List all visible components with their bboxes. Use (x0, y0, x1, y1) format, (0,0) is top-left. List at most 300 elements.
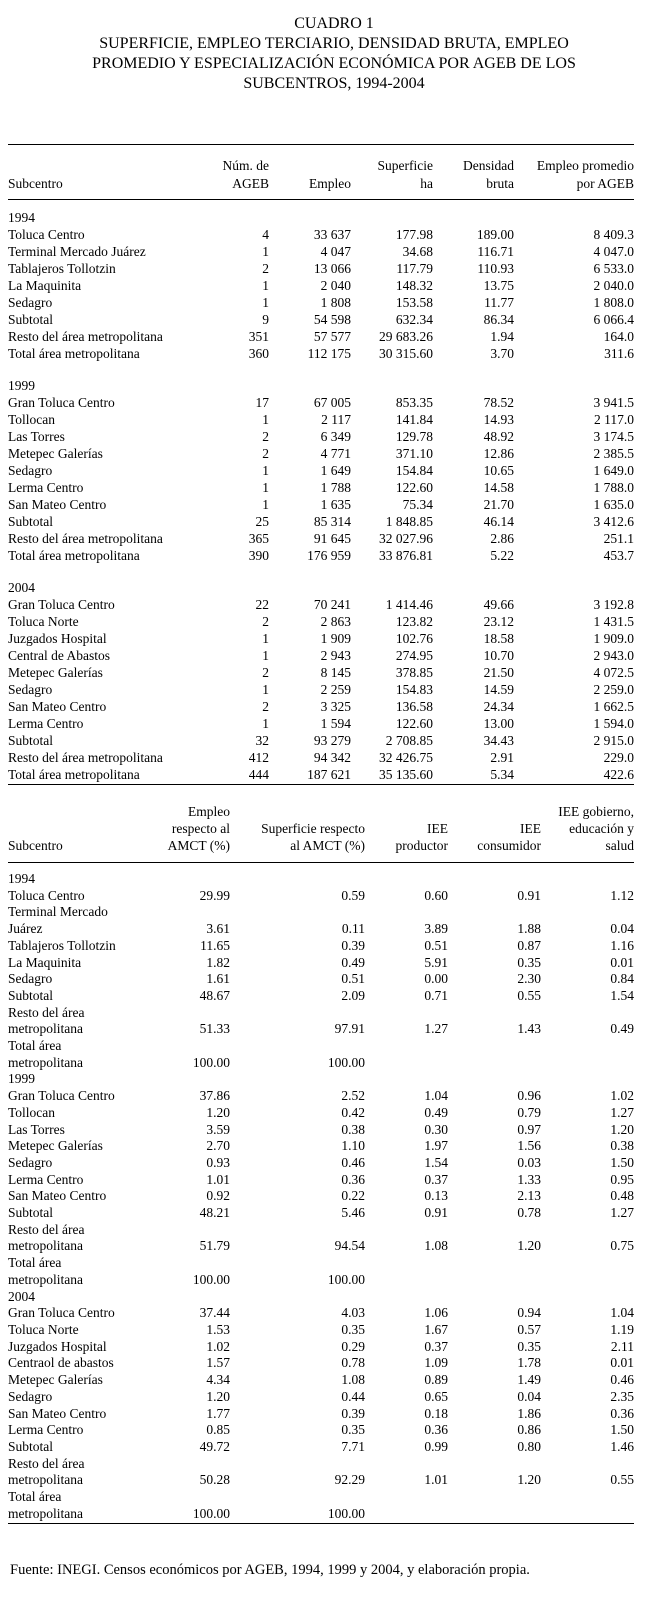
table1-header-row (8, 145, 634, 200)
cell-value (448, 1255, 541, 1288)
cell-value: 51.33 (199, 1021, 230, 1037)
row-label (8, 1456, 158, 1489)
table-row (8, 462, 634, 479)
cell-value: 3 192.8 (593, 597, 634, 612)
row-label-line: Lerma Centro (8, 1422, 84, 1438)
row-label: Metepec Galerías (8, 665, 103, 680)
cell-value: 1 662.5 (593, 699, 634, 714)
cell-value: 2 040.0 (593, 278, 634, 293)
cell-value: 3.61 (206, 921, 230, 937)
cell-value: 4 771 (320, 446, 351, 461)
cell-value: 1.97 (424, 1138, 448, 1154)
header-densidad: Densidad bruta (433, 145, 514, 200)
row-label-line: Resto del área (8, 1455, 85, 1471)
row-label: Gran Toluca Centro (8, 395, 115, 410)
cell-value: 444 (203, 766, 269, 785)
row-label-line: Metepec Galerías (8, 1372, 103, 1388)
cell-value: 46.14 (483, 514, 514, 529)
cell-value: 153.58 (395, 295, 433, 310)
row-label-line: Gran Toluca Centro (8, 1305, 115, 1321)
cell-value: 0.37 (424, 1338, 448, 1354)
cell-value: 4 047.0 (593, 244, 634, 259)
cell-value: 4 047 (320, 244, 351, 259)
cell-value: 6 066.4 (593, 312, 634, 327)
table-row (8, 664, 634, 681)
cell-value: 102.76 (395, 631, 433, 646)
cell-value: 1 (262, 278, 269, 293)
cell-value: 6 533.0 (593, 261, 634, 276)
cell-value: 1.12 (610, 887, 634, 903)
cell-value: 1 (262, 463, 269, 478)
table-row (8, 888, 634, 905)
cell-value: 0.51 (424, 937, 448, 953)
cell-value: 1.54 (424, 1154, 448, 1170)
row-label-line: Centraol de abastos (8, 1355, 114, 1371)
cell-value: 67 005 (313, 395, 351, 410)
cell-value: 1.20 (610, 1121, 634, 1137)
row-label: Total área metropolitana (8, 346, 140, 361)
year-label: 1999 (8, 378, 35, 393)
table-row (8, 1088, 634, 1105)
cell-value: 0.38 (341, 1121, 365, 1137)
year-label: 1994 (8, 210, 35, 225)
cell-value: 9 (262, 312, 269, 327)
table-row (8, 294, 634, 311)
cell-value: 0.18 (424, 1405, 448, 1421)
cell-value: 100.00 (192, 1271, 230, 1287)
table-row (8, 647, 634, 664)
cell-value: 2 943.0 (593, 648, 634, 663)
cell-value: 2.70 (206, 1138, 230, 1154)
row-label (8, 988, 158, 1005)
year-row (8, 570, 634, 596)
cell-value: 1.19 (610, 1321, 634, 1337)
header-subcentro-2: Subcentro (8, 803, 158, 863)
cell-value: 10.70 (483, 648, 514, 663)
cell-value: 5.34 (433, 766, 514, 785)
cell-value: 91 645 (313, 531, 351, 546)
cell-value: 13.00 (483, 716, 514, 731)
cell-value: 0.78 (517, 1205, 541, 1221)
title-line-3: PROMEDIO Y ESPECIALIZACIÓN ECONÓMICA POR AGEB DE LOS (92, 55, 576, 72)
table-row (8, 428, 634, 445)
row-label-line: Total área (8, 1038, 62, 1054)
cell-value (365, 1038, 448, 1071)
cell-value: 1 (262, 244, 269, 259)
cell-value: 0.39 (341, 1405, 365, 1421)
cell-value: 2.13 (517, 1188, 541, 1204)
cell-value: 2 (262, 446, 269, 461)
cell-value: 1 788.0 (593, 480, 634, 495)
cell-value: 0.65 (424, 1388, 448, 1404)
table-superficie-empleo (8, 144, 634, 785)
table-row (8, 345, 634, 362)
cell-value: 1.08 (341, 1372, 365, 1388)
cell-value: 148.32 (395, 278, 433, 293)
row-label: Las Torres (8, 429, 65, 444)
cell-value: 0.44 (341, 1388, 365, 1404)
cell-value: 0.11 (341, 921, 365, 937)
cell-value: 1.61 (206, 971, 230, 987)
cell-value: 0.93 (206, 1154, 230, 1170)
cell-value: 351 (248, 329, 269, 344)
cell-value (541, 1255, 634, 1288)
cell-value: 0.94 (517, 1305, 541, 1321)
cell-value: 0.95 (610, 1171, 634, 1187)
row-label: Resto del área metropolitana (8, 329, 163, 344)
cell-value: 110.93 (477, 261, 514, 276)
cell-value: 0.91 (424, 1205, 448, 1221)
cell-value: 0.51 (341, 971, 365, 987)
row-label-line: Las Torres (8, 1121, 65, 1137)
cell-value: 37.86 (199, 1088, 230, 1104)
cell-value: 0.87 (517, 937, 541, 953)
year-label: 2004 (8, 1288, 35, 1304)
cell-value: 1 (262, 648, 269, 663)
cell-value: 2 (262, 614, 269, 629)
header-empleo-promedio: Empleo promedio por AGEB (514, 145, 634, 200)
row-label-line: San Mateo Centro (8, 1188, 107, 1204)
cell-value: 35 135.60 (351, 766, 433, 785)
row-label-line: Gran Toluca Centro (8, 1088, 115, 1104)
cell-value (448, 1489, 541, 1524)
cell-value: 7.71 (341, 1438, 365, 1454)
table-row (8, 1406, 634, 1423)
cell-value: 1 (262, 682, 269, 697)
cell-value: 32 426.75 (379, 750, 433, 765)
cell-value: 34.43 (483, 733, 514, 748)
year-row (8, 1289, 634, 1306)
cell-value: 14.59 (483, 682, 514, 697)
table-row (8, 311, 634, 328)
cell-value (365, 1489, 448, 1524)
row-label-line: metropolitana (8, 1505, 83, 1521)
row-label: Subtotal (8, 514, 54, 529)
cell-value: 1 635 (320, 497, 351, 512)
table-row (8, 732, 634, 749)
cell-value: 32 027.96 (379, 531, 433, 546)
table-row (8, 596, 634, 613)
cell-value: 34.68 (402, 244, 433, 259)
row-label-line: Toluca Norte (8, 1321, 79, 1337)
table-row (8, 1489, 634, 1524)
row-label: Resto del área metropolitana (8, 531, 163, 546)
cell-value: 453.7 (603, 548, 634, 563)
table-row (8, 1005, 634, 1038)
table2-body (8, 863, 634, 1524)
cell-value: 94.54 (334, 1238, 365, 1254)
cell-value: 86.34 (483, 312, 514, 327)
cell-value: 5.91 (424, 954, 448, 970)
row-label (8, 1205, 158, 1222)
cell-value: 0.29 (341, 1338, 365, 1354)
table-row (8, 479, 634, 496)
title-line-4: SUBCENTROS, 1994-2004 (243, 75, 425, 92)
row-label-line: Subtotal (8, 1438, 54, 1454)
row-label (8, 1489, 158, 1524)
row-label-line: San Mateo Centro (8, 1405, 107, 1421)
cell-value: 0.35 (341, 1321, 365, 1337)
cell-value: 51.79 (199, 1238, 230, 1254)
cell-value: 0.59 (341, 887, 365, 903)
cell-value: 1.20 (517, 1238, 541, 1254)
cell-value: 1 (262, 497, 269, 512)
cell-value: 2.09 (341, 987, 365, 1003)
cell-value: 2 915.0 (593, 733, 634, 748)
row-label: La Maquinita (8, 278, 82, 293)
row-label (8, 955, 158, 972)
cell-value: 11.77 (484, 295, 514, 310)
cell-value: 1.06 (424, 1305, 448, 1321)
row-label-line: Tablajeros Tollotzin (8, 937, 116, 953)
cell-value: 117.79 (396, 261, 433, 276)
cell-value: 0.85 (206, 1422, 230, 1438)
table-row (8, 681, 634, 698)
row-label: Gran Toluca Centro (8, 597, 115, 612)
cell-value: 49.66 (483, 597, 514, 612)
cell-value: 0.92 (206, 1188, 230, 1204)
cell-value: 30 315.60 (379, 346, 433, 361)
cell-value: 122.60 (395, 716, 433, 731)
row-label (8, 904, 158, 937)
row-label-line: Subtotal (8, 987, 54, 1003)
table-row (8, 277, 634, 294)
row-label-line: Resto del área (8, 1221, 85, 1237)
cell-value: 1 808 (320, 295, 351, 310)
cell-value: 0.04 (517, 1388, 541, 1404)
cell-value: 29 683.26 (379, 329, 433, 344)
table-row (8, 1222, 634, 1255)
cell-value: 1.49 (517, 1372, 541, 1388)
row-label (8, 1255, 158, 1288)
cell-value: 251.1 (603, 531, 634, 546)
cell-value: 1.08 (424, 1238, 448, 1254)
cell-value: 1.82 (206, 954, 230, 970)
cell-value: 360 (248, 346, 269, 361)
cell-value: 94 342 (313, 750, 351, 765)
row-label-line: Sedagro (8, 971, 53, 987)
cell-value: 2 040 (320, 278, 351, 293)
row-label (8, 1372, 158, 1389)
cell-value: 3.59 (206, 1121, 230, 1137)
cell-value: 1.02 (206, 1338, 230, 1354)
cell-value: 1 (262, 412, 269, 427)
cell-value: 48.21 (199, 1205, 230, 1221)
cell-value: 100.00 (327, 1054, 365, 1070)
row-label: Lerma Centro (8, 480, 84, 495)
cell-value: 14.93 (483, 412, 514, 427)
row-label (8, 1322, 158, 1339)
cell-value: 2 943 (320, 648, 351, 663)
row-label (8, 1439, 158, 1456)
row-label-line: metropolitana (8, 1021, 83, 1037)
cell-value: 1 848.85 (385, 514, 433, 529)
cell-value: 0.00 (424, 971, 448, 987)
cell-value: 92.29 (334, 1472, 365, 1488)
table1-body (8, 200, 634, 785)
table-row (8, 411, 634, 428)
cell-value: 0.13 (424, 1188, 448, 1204)
cell-value: 1.77 (206, 1405, 230, 1421)
cell-value: 11.65 (200, 937, 230, 953)
cell-value (541, 1489, 634, 1524)
cell-value: 1 649.0 (593, 463, 634, 478)
row-label-line: Sedagro (8, 1388, 53, 1404)
year-label: 1994 (8, 871, 35, 886)
cell-value: 378.85 (395, 665, 433, 680)
table-title (0, 0, 668, 94)
year-row (8, 200, 634, 227)
cell-value: 2 (262, 429, 269, 444)
table-row (8, 1322, 634, 1339)
table-row (8, 547, 634, 564)
header-empleo: Empleo (269, 145, 351, 200)
row-label: Sedagro (8, 463, 53, 478)
row-label-line: Juzgados Hospital (8, 1338, 107, 1354)
cell-value: 2 259 (320, 682, 351, 697)
row-label: Metepec Galerías (8, 446, 103, 461)
row-label-line: Toluca Centro (8, 887, 85, 903)
table-row (8, 1172, 634, 1189)
cell-value: 85 314 (313, 514, 351, 529)
header-iee-consumidor: IEE consumidor (448, 803, 541, 863)
cell-value: 48.92 (483, 429, 514, 444)
cell-value: 75.34 (402, 497, 433, 512)
cell-value: 2 259.0 (593, 682, 634, 697)
table-row (8, 243, 634, 260)
table-row (8, 1205, 634, 1222)
cell-value: 4.03 (341, 1305, 365, 1321)
cell-value: 2 (262, 699, 269, 714)
cell-value: 0.36 (341, 1171, 365, 1187)
row-label (8, 1005, 158, 1038)
cell-value: 116.71 (477, 244, 514, 259)
header-num-ageb: Núm. de AGEB (203, 145, 269, 200)
row-label: Sedagro (8, 682, 53, 697)
cell-value: 12.86 (483, 446, 514, 461)
cell-value: 78.52 (483, 395, 514, 410)
cell-value: 274.95 (395, 648, 433, 663)
cell-value: 0.89 (424, 1372, 448, 1388)
cell-value: 1.01 (424, 1472, 448, 1488)
row-label-line: metropolitana (8, 1472, 83, 1488)
table-row (8, 260, 634, 277)
row-label (8, 1355, 158, 1372)
cell-value: 0.57 (517, 1321, 541, 1337)
cell-value: 422.6 (514, 766, 634, 785)
cell-value: 18.58 (483, 631, 514, 646)
cell-value: 23.12 (483, 614, 514, 629)
row-label-line: Resto del área (8, 1004, 85, 1020)
cell-value: 2 708.85 (385, 733, 433, 748)
cell-value: 136.58 (395, 699, 433, 714)
cell-value: 100.00 (158, 1489, 230, 1524)
cell-value: 1.04 (610, 1305, 634, 1321)
cell-value: 0.35 (517, 1338, 541, 1354)
row-label (8, 1339, 158, 1356)
cell-value: 2 (262, 261, 269, 276)
cell-value (448, 1038, 541, 1071)
cell-value: 37.44 (199, 1305, 230, 1321)
cell-value: 50.28 (199, 1472, 230, 1488)
cell-value: 0.55 (517, 987, 541, 1003)
cell-value: 33 876.81 (379, 548, 433, 563)
row-label: Subtotal (8, 312, 54, 327)
cell-value: 97.91 (334, 1021, 365, 1037)
row-label: Toluca Norte (8, 614, 79, 629)
row-label-line: metropolitana (8, 1054, 83, 1070)
row-label (8, 1038, 158, 1071)
cell-value: 5.46 (341, 1205, 365, 1221)
cell-value: 29.99 (199, 887, 230, 903)
table-row (8, 1188, 634, 1205)
row-label (8, 1122, 158, 1139)
cell-value: 1.09 (424, 1355, 448, 1371)
row-label-line: Subtotal (8, 1205, 54, 1221)
cell-value: 3 174.5 (593, 429, 634, 444)
cell-value: 0.03 (517, 1154, 541, 1170)
cell-value: 0.39 (341, 937, 365, 953)
cell-value: 0.91 (517, 887, 541, 903)
cell-value: 1.27 (424, 1021, 448, 1037)
cell-value: 1.46 (610, 1438, 634, 1454)
cell-value: 0.04 (610, 921, 634, 937)
header-iee-productor: IEE productor (365, 803, 448, 863)
cell-value: 14.58 (483, 480, 514, 495)
cell-value: 1 788 (320, 480, 351, 495)
cell-value: 0.36 (424, 1422, 448, 1438)
cell-value: 21.50 (483, 665, 514, 680)
cell-value: 0.97 (517, 1121, 541, 1137)
row-label (8, 1155, 158, 1172)
cell-value: 122.60 (395, 480, 433, 495)
row-label: Terminal Mercado Juárez (8, 244, 146, 259)
cell-value: 4 (262, 227, 269, 242)
row-label-line: La Maquinita (8, 954, 82, 970)
cell-value: 2.86 (490, 531, 514, 546)
row-label: Resto del área metropolitana (8, 750, 163, 765)
cell-value: 0.37 (424, 1171, 448, 1187)
title-line-2: SUPERFICIE, EMPLEO TERCIARIO, DENSIDAD BRUTA, EMPLEO (99, 35, 569, 52)
cell-value: 0.48 (610, 1188, 634, 1204)
row-label: Sedagro (8, 295, 53, 310)
cell-value: 54 598 (313, 312, 351, 327)
cell-value: 141.84 (395, 412, 433, 427)
table-row (8, 328, 634, 345)
row-label-line: Terminal Mercado (8, 904, 108, 920)
year-row (8, 368, 634, 394)
row-label (8, 1138, 158, 1155)
cell-value: 1 431.5 (593, 614, 634, 629)
cell-value: 1 649 (320, 463, 351, 478)
cell-value: 21.70 (483, 497, 514, 512)
table-row (8, 394, 634, 411)
row-label (8, 971, 158, 988)
row-label: Tablajeros Tollotzin (8, 261, 116, 276)
table2-header-row (8, 803, 634, 863)
cell-value: 2 117.0 (594, 412, 634, 427)
cell-value: 189.00 (476, 227, 514, 242)
cell-value: 0.38 (610, 1138, 634, 1154)
header-empleo-amct: Empleo respecto al AMCT (%) (158, 803, 230, 863)
cell-value: 365 (248, 531, 269, 546)
table-row (8, 1105, 634, 1122)
cell-value: 1.16 (610, 937, 634, 953)
row-label-line: Metepec Galerías (8, 1138, 103, 1154)
cell-value: 1.01 (206, 1171, 230, 1187)
cell-value: 1 909.0 (593, 631, 634, 646)
cell-value: 1.88 (517, 921, 541, 937)
